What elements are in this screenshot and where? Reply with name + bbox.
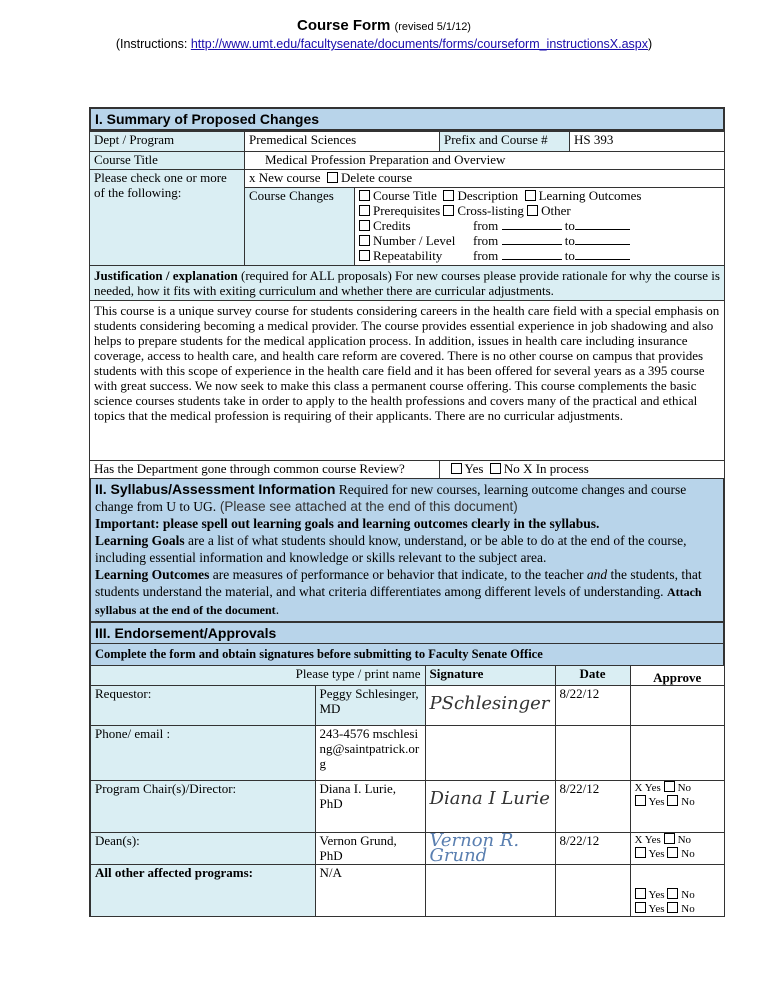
dept-value[interactable]: Premedical Sciences bbox=[245, 132, 440, 152]
checkbox[interactable] bbox=[359, 250, 370, 261]
section-2: II. Syllabus/Assessment Information Required for new courses, learning outcome changes and course change from U to UG. (Please see attached at the end of this document) Important: please spell out learning goals and learning outcomes clearly in the syllabus. Learning Goals are a list of what students should know, understand, or be able to do at the end of the course, including essential information and knowledge or skills relevant to the subject area. Learning Outcomes are measures of performance or behavior that indicate, to the teacher and the students, that students understand the material, and what criteria differentiates among different levels of understanding. Attach syllabus at the end of the document. bbox=[89, 479, 725, 621]
signature: Diana I Lurie bbox=[429, 788, 550, 809]
checkbox[interactable] bbox=[443, 205, 454, 216]
new-course-check[interactable]: x New course bbox=[249, 170, 321, 185]
course-form bbox=[89, 107, 725, 917]
row-phone bbox=[90, 726, 725, 781]
checkbox[interactable] bbox=[443, 190, 454, 201]
checkbox[interactable] bbox=[359, 190, 370, 201]
course-changes-label: Course Changes bbox=[245, 188, 355, 266]
section-3-heading: III. Endorsement/Approvals bbox=[89, 621, 725, 644]
signature: Vernon R. Grund bbox=[429, 830, 520, 866]
checkbox[interactable] bbox=[451, 463, 462, 474]
checkbox[interactable] bbox=[359, 205, 370, 216]
prefix-value[interactable]: HS 393 bbox=[570, 132, 725, 152]
name-field[interactable]: Vernon Grund, PhD bbox=[315, 833, 425, 865]
approvals-table bbox=[89, 665, 725, 917]
checkbox[interactable] bbox=[525, 190, 536, 201]
checkbox[interactable] bbox=[327, 172, 338, 183]
justification-label: Justification / explanation (required for ALL proposals) For new courses please provide rationale for why the course is needed, how it fits with exiting curriculum and whether there are curricular adjustments. bbox=[90, 266, 725, 301]
name-field[interactable]: Diana I. Lurie, PhD bbox=[315, 781, 425, 833]
checkbox[interactable] bbox=[527, 205, 538, 216]
range-number-level: Number / Level from to bbox=[359, 233, 720, 248]
summary-table bbox=[89, 131, 725, 479]
row-other-programs bbox=[90, 865, 725, 917]
instructions-link[interactable]: http://www.umt.edu/facultysenate/documents/forms/courseform_instructionsX.aspx bbox=[190, 37, 648, 51]
new-delete-row bbox=[245, 170, 725, 188]
section-3-instructions: Complete the form and obtain signatures before submitting to Faculty Senate Office bbox=[89, 644, 725, 665]
review-question: Has the Department gone through common course Review? bbox=[90, 461, 440, 479]
in-process-check[interactable]: X In process bbox=[523, 461, 589, 476]
row-label: Dean(s): bbox=[90, 833, 315, 865]
course-title-value[interactable]: Medical Profession Preparation and Overview bbox=[245, 152, 725, 170]
row-label: Program Chair(s)/Director: bbox=[90, 781, 315, 833]
signature: PSchlesinger bbox=[429, 693, 550, 714]
delete-course-label: Delete course bbox=[340, 170, 413, 185]
checkbox[interactable] bbox=[490, 463, 501, 474]
row-dean bbox=[90, 833, 725, 865]
row-requestor bbox=[90, 686, 725, 726]
date-field[interactable]: 8/22/12 bbox=[555, 833, 630, 865]
date-field[interactable]: 8/22/12 bbox=[555, 781, 630, 833]
prefix-label: Prefix and Course # bbox=[440, 132, 570, 152]
col-approve: Approve bbox=[630, 666, 724, 686]
approve-options[interactable]: X Yes No Yes No bbox=[630, 833, 724, 865]
name-field[interactable]: Peggy Schlesinger, MD bbox=[315, 686, 425, 726]
course-changes-options: Course Title Description Learning Outcomes Prerequisites Cross-listing Other Credits from to Number / Level from to Repeatability from to bbox=[355, 188, 725, 266]
approve-options[interactable]: Yes No Yes No bbox=[630, 865, 724, 917]
col-date: Date bbox=[555, 666, 630, 686]
justification-text[interactable]: This course is a unique survey course for students considering careers in the health care field with a special emphasis on students considering becoming a medical provider. The course provides essential experience in job shadowing and also helps to prepare students for the medical application process. In addition, issues in health care including insurance coverage, access to health care, and health care reform are covered. There is no other course on campus that provides students with this scope of experience in the health care field and it has been offered for several years as a 395 course with great success. We now seek to make this class a permanent course offering. This course complements the basic science courses students take in order to apply to the health professions and covers many of the practical and ethical topics that the medical profession is requiring of their applicants. There are no curricular adjustments. bbox=[90, 301, 725, 461]
name-field[interactable]: N/A bbox=[315, 865, 425, 917]
approve-options[interactable]: X Yes No Yes No bbox=[630, 781, 724, 833]
range-credits: Credits from to bbox=[359, 218, 720, 233]
checkbox[interactable] bbox=[359, 235, 370, 246]
course-title-label: Course Title bbox=[90, 152, 245, 170]
row-label: Requestor: bbox=[90, 686, 315, 726]
date-field[interactable]: 8/22/12 bbox=[555, 686, 630, 726]
form-title: Course Form (revised 5/1/12) bbox=[297, 17, 471, 34]
name-field[interactable]: 243-4576 mschlesing@saintpatrick.org bbox=[315, 726, 425, 781]
instructions: (Instructions: http://www.umt.edu/facultysenate/documents/forms/courseform_instructionsX.aspx) bbox=[115, 37, 653, 51]
checkbox[interactable] bbox=[359, 220, 370, 231]
row-label: All other affected programs: bbox=[90, 865, 315, 917]
section-1-heading: I. Summary of Proposed Changes bbox=[89, 107, 725, 131]
range-repeatability: Repeatability from to bbox=[359, 248, 720, 263]
row-label: Phone/ email : bbox=[90, 726, 315, 781]
dept-label: Dept / Program bbox=[90, 132, 245, 152]
col-signature: Signature bbox=[425, 666, 555, 686]
col-name: Please type / print name bbox=[90, 666, 425, 686]
review-answer: Yes No X In process bbox=[440, 461, 725, 479]
check-label: Please check one or more of the following: bbox=[90, 170, 245, 266]
row-program-chair bbox=[90, 781, 725, 833]
